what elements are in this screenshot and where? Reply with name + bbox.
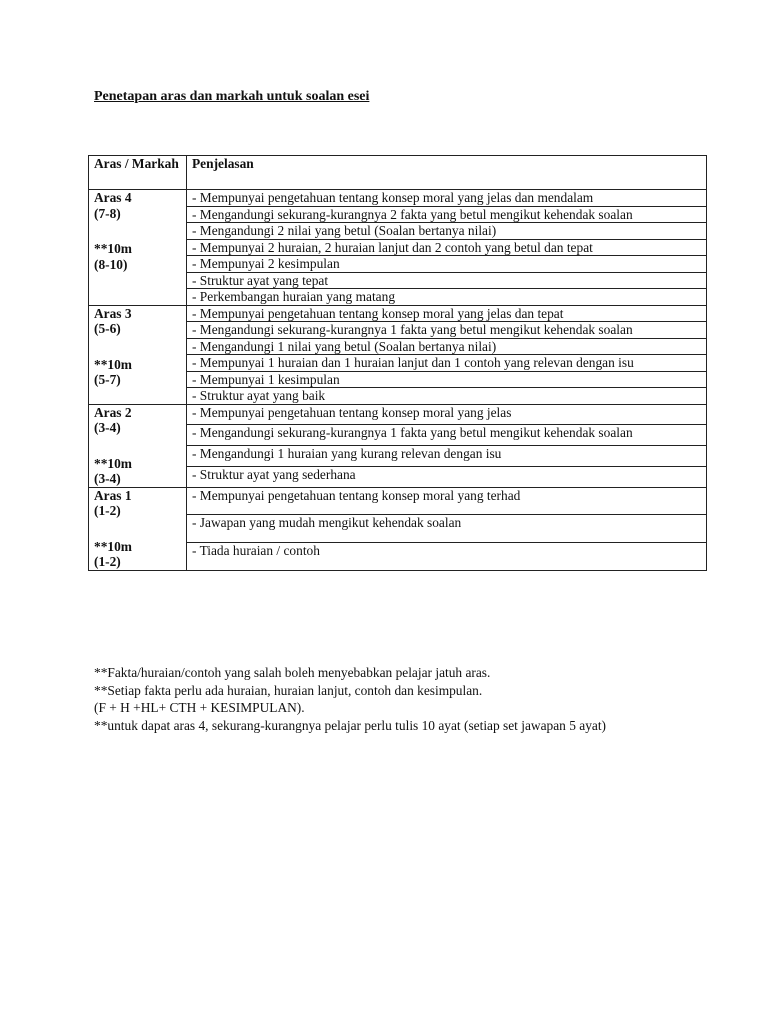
level-range: (5-6) bbox=[94, 321, 121, 336]
level-range: (7-8) bbox=[94, 205, 121, 221]
level-label: Aras 2 bbox=[94, 404, 132, 420]
criterion-cell: - Struktur ayat yang baik bbox=[187, 388, 707, 405]
criterion-cell: - Mempunyai 1 kesimpulan bbox=[187, 371, 707, 388]
criterion-cell: - Mempunyai 1 huraian dan 1 huraian lanjut dan 1 contoh yang relevan dengan isu bbox=[187, 355, 707, 372]
level-mark-range: (8-10) bbox=[94, 256, 128, 272]
footnote: **untuk dapat aras 4, sekurang-kurangnya pelajar perlu tulis 10 ayat (setiap set jawapan 5 ayat) bbox=[94, 717, 607, 733]
criterion-cell: - Mempunyai 2 huraian, 2 huraian lanjut dan 2 contoh yang betul dan tepat bbox=[187, 239, 707, 256]
level-cell bbox=[89, 305, 187, 404]
criterion-cell: - Mengandungi 1 nilai yang betul (Soalan bertanya nilai) bbox=[187, 338, 707, 355]
criterion-cell: - Perkembangan huraian yang matang bbox=[187, 289, 707, 306]
page-title: Penetapan aras dan markah untuk soalan esei bbox=[94, 89, 370, 104]
criterion-cell: - Mempunyai pengetahuan tentang konsep moral yang terhad bbox=[187, 487, 707, 515]
level-label: Aras 1 bbox=[94, 487, 132, 503]
level-mark-range: (1-2) bbox=[94, 554, 121, 569]
level-spacer bbox=[94, 519, 186, 539]
criterion-cell: - Mengandungi 1 huraian yang kurang relevan dengan isu bbox=[187, 446, 707, 467]
level-mark: **10m bbox=[94, 241, 132, 256]
table-row bbox=[89, 487, 707, 515]
criterion-cell: - Mempunyai pengetahuan tentang konsep moral yang jelas dan mendalam bbox=[187, 190, 707, 207]
level-cell bbox=[89, 190, 187, 306]
level-mark: **10m bbox=[94, 538, 132, 554]
level-cell bbox=[89, 404, 187, 487]
level-mark: **10m bbox=[94, 356, 132, 372]
criterion-cell: - Mengandungi sekurang-kurangnya 1 fakta yang betul mengikut kehendak soalan bbox=[187, 425, 707, 446]
table-header-row bbox=[89, 156, 707, 190]
table-row bbox=[89, 404, 707, 425]
criterion-cell: - Struktur ayat yang sederhana bbox=[187, 466, 707, 487]
level-range: (3-4) bbox=[94, 420, 121, 435]
level-cell bbox=[89, 487, 187, 570]
level-mark: **10m bbox=[94, 455, 132, 471]
criterion-cell: - Mengandungi sekurang-kurangnya 1 fakta yang betul mengikut kehendak soalan bbox=[187, 322, 707, 339]
level-range: (1-2) bbox=[94, 503, 121, 518]
header-level: Aras / Markah bbox=[89, 156, 187, 190]
footnote: **Setiap fakta perlu ada huraian, huraian lanjut, contoh dan kesimpulan. bbox=[94, 682, 483, 698]
table-row bbox=[89, 305, 707, 322]
criterion-cell: - Tiada huraian / contoh bbox=[187, 542, 707, 570]
level-mark-range: (3-4) bbox=[94, 471, 121, 486]
criterion-cell: - Mempunyai 2 kesimpulan bbox=[187, 256, 707, 273]
criterion-cell: - Mengandungi sekurang-kurangnya 2 fakta yang betul mengikut kehendak soalan bbox=[187, 206, 707, 223]
criterion-cell: - Jawapan yang mudah mengikut kehendak soalan bbox=[187, 515, 707, 543]
level-spacer bbox=[94, 436, 186, 456]
criterion-cell: - Struktur ayat yang tepat bbox=[187, 272, 707, 289]
rubric-table-body bbox=[89, 156, 707, 571]
footnote: **Fakta/huraian/contoh yang salah boleh menyebabkan pelajar jatuh aras. bbox=[94, 665, 491, 680]
level-mark-range: (5-7) bbox=[94, 372, 121, 387]
footnote: (F + H +HL+ CTH + KESIMPULAN). bbox=[94, 700, 305, 715]
criterion-cell: - Mempunyai pengetahuan tentang konsep moral yang jelas dan tepat bbox=[187, 305, 707, 322]
rubric-table bbox=[88, 155, 707, 571]
level-spacer bbox=[94, 337, 186, 357]
footnotes bbox=[94, 664, 674, 734]
table-row bbox=[89, 190, 707, 207]
level-label: Aras 4 bbox=[94, 190, 132, 205]
level-spacer bbox=[94, 221, 186, 241]
criterion-cell: - Mengandungi 2 nilai yang betul (Soalan bertanya nilai) bbox=[187, 223, 707, 240]
level-label: Aras 3 bbox=[94, 305, 132, 321]
header-description: Penjelasan bbox=[187, 156, 707, 190]
criterion-cell: - Mempunyai pengetahuan tentang konsep moral yang jelas bbox=[187, 404, 707, 425]
